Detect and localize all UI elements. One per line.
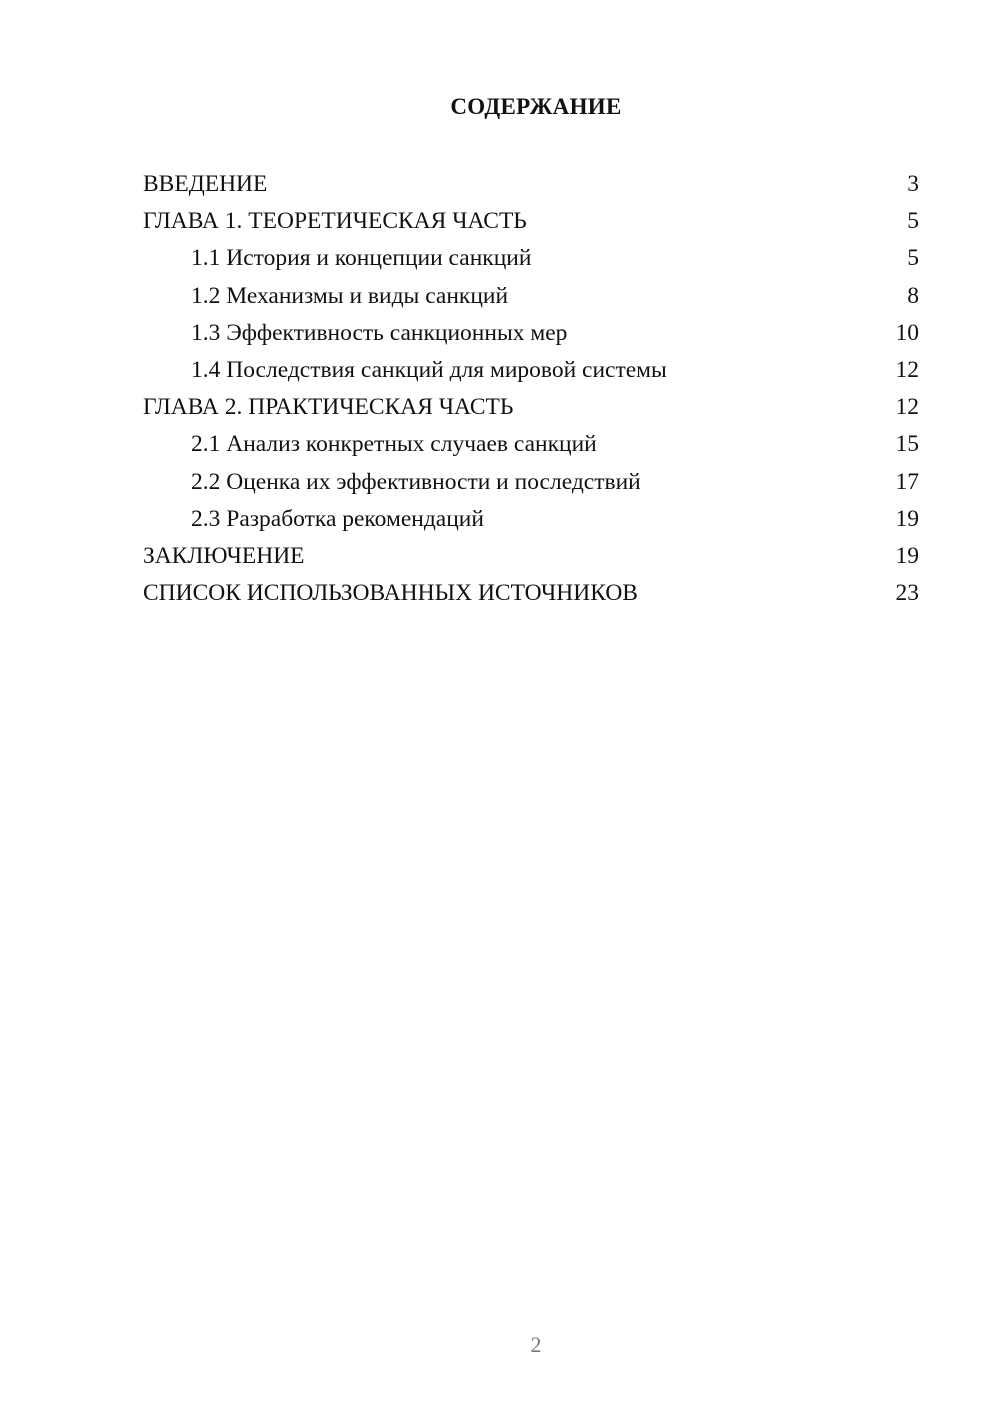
toc-entry-label: 2.3 Разработка рекомендаций [191, 505, 484, 532]
toc-entry-page: 19 [895, 542, 919, 569]
toc-entry-label: 1.1 История и концепции санкций [191, 245, 532, 272]
toc-entry-chapter-1 [143, 203, 919, 240]
page-number: 2 [530, 1332, 542, 1357]
toc-entry-page: 12 [895, 356, 919, 383]
toc-entry-chapter-2 [143, 389, 919, 426]
toc-entry-section-2-2 [143, 464, 919, 501]
toc-entry-page: 5 [907, 208, 919, 235]
toc-entry-label: 1.2 Механизмы и виды санкций [191, 282, 509, 309]
toc-entry-section-1-4 [143, 352, 919, 389]
toc-entry-section-2-3 [143, 501, 919, 538]
toc-entry-page: 3 [907, 171, 919, 197]
toc-entry-label: 2.1 Анализ конкретных случаев санкций [191, 431, 597, 458]
toc-entry-label: 1.4 Последствия санкций для мировой системы [191, 356, 667, 383]
toc-entry-section-1-1 [143, 240, 919, 277]
toc-entry-label: 2.2 Оценка их эффективности и последствий [191, 468, 641, 495]
toc-entry-conclusion [143, 538, 919, 575]
toc-entry-label: ЗАКЛЮЧЕНИЕ [143, 542, 305, 569]
toc-entry-label: ГЛАВА 2. ПРАКТИЧЕСКАЯ ЧАСТЬ [143, 394, 514, 421]
toc-entry-introduction [143, 166, 919, 203]
toc-entry-label: ВВЕДЕНИЕ [143, 171, 268, 197]
toc-entry-section-2-1 [143, 426, 919, 463]
toc-entry-page: 17 [895, 468, 919, 495]
toc-entry-page: 5 [907, 245, 919, 272]
toc-entry-page: 19 [895, 505, 919, 532]
toc-entry-page: 15 [895, 431, 919, 458]
toc-entry-label: ГЛАВА 1. ТЕОРЕТИЧЕСКАЯ ЧАСТЬ [143, 208, 527, 235]
toc-entry-page: 12 [895, 394, 919, 421]
toc-entry-section-1-3 [143, 315, 919, 352]
table-of-contents [143, 166, 919, 612]
toc-entry-page: 10 [895, 319, 919, 346]
toc-entry-section-1-2 [143, 278, 919, 315]
page-title: СОДЕРЖАНИЕ [450, 94, 622, 119]
toc-entry-page: 23 [895, 580, 919, 607]
toc-entry-page: 8 [907, 282, 919, 309]
toc-entry-label: 1.3 Эффективность санкционных мер [191, 319, 568, 346]
toc-entry-label: СПИСОК ИСПОЛЬЗОВАННЫХ ИСТОЧНИКОВ [143, 580, 638, 607]
toc-entry-references [143, 575, 919, 612]
